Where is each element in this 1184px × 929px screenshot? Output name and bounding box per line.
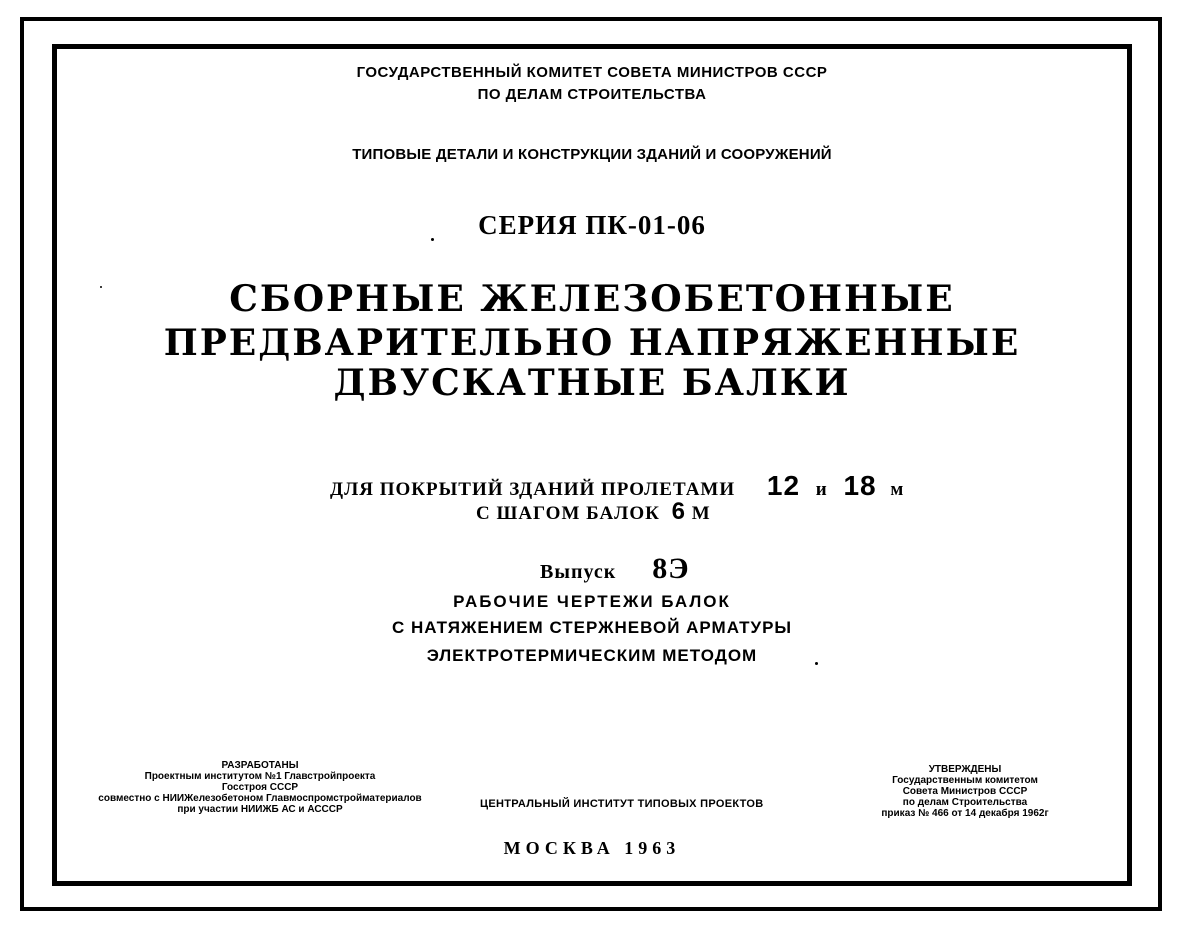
ministry-line-2: ПО ДЕЛАМ СТРОИТЕЛЬСТВА bbox=[477, 86, 707, 103]
developed-line-3: Госстроя СССР bbox=[221, 782, 299, 793]
ministry-line-1: ГОСУДАРСТВЕННЫЙ КОМИТЕТ СОВЕТА МИНИСТРОВ СССР bbox=[356, 64, 828, 81]
span-and: и bbox=[815, 479, 828, 500]
approved-line-5: приказ № 466 от 14 декабря 1962г bbox=[881, 808, 1049, 819]
developed-line-2: Проектным институтом №1 Главстройпроекта bbox=[144, 771, 376, 782]
approved-block bbox=[830, 764, 1100, 819]
title-line-1: СБОРНЫЕ ЖЕЛЕЗОБЕТОННЫЕ bbox=[229, 278, 955, 320]
approved-line-3: Совета Министров СССР bbox=[902, 786, 1028, 797]
step-unit: М bbox=[691, 503, 711, 524]
series-heading: СЕРИЯ ПК-01-06 bbox=[478, 210, 706, 240]
span-prefix: ДЛЯ ПОКРЫТИЙ ЗДАНИЙ ПРОЛЕТАМИ bbox=[330, 479, 736, 500]
step-prefix: С ШАГОМ БАЛОК bbox=[476, 503, 660, 524]
step-value: 6 bbox=[671, 498, 686, 525]
scan-speck bbox=[815, 662, 818, 665]
step-line bbox=[476, 498, 711, 526]
description-line-3: ЭЛЕКТРОТЕРМИЧЕСКИМ МЕТОДОМ bbox=[426, 646, 758, 665]
span-value-2: 18 bbox=[843, 470, 877, 501]
approved-line-1: УТВЕРЖДЕНЫ bbox=[928, 764, 1002, 775]
developed-line-1: РАЗРАБОТАНЫ bbox=[221, 760, 299, 771]
developed-block bbox=[80, 760, 440, 815]
issue-label: Выпуск bbox=[540, 561, 617, 583]
approved-line-2: Государственным комитетом bbox=[892, 775, 1038, 786]
developed-line-5: при участии НИИЖБ АС и АСССР bbox=[177, 804, 343, 815]
publisher-name: ЦЕНТРАЛЬНЫЙ ИНСТИТУТ ТИПОВЫХ ПРОЕКТОВ bbox=[480, 798, 764, 810]
issue-line bbox=[540, 552, 690, 586]
typical-details-heading: ТИПОВЫЕ ДЕТАЛИ И КОНСТРУКЦИИ ЗДАНИЙ И СООРУЖЕНИЙ bbox=[352, 146, 832, 163]
approved-line-4: по делам Строительства bbox=[902, 797, 1028, 808]
title-line-2: ПРЕДВАРИТЕЛЬНО НАПРЯЖЕННЫЕ bbox=[163, 322, 1021, 364]
developed-line-4: совместно с НИИЖелезобетоном Главмоспромстройматериалов bbox=[98, 793, 422, 804]
description-line-2: С НАТЯЖЕНИЕМ СТЕРЖНЕВОЙ АРМАТУРЫ bbox=[391, 618, 793, 637]
city-year: МОСКВА 1963 bbox=[503, 838, 681, 858]
span-unit: м bbox=[890, 479, 905, 500]
scan-speck bbox=[431, 238, 434, 241]
description-line-1: РАБОЧИЕ ЧЕРТЕЖИ БАЛОК bbox=[453, 592, 731, 611]
title-line-3: ДВУСКАТНЫЕ БАЛКИ bbox=[333, 362, 851, 404]
scan-speck bbox=[100, 286, 102, 288]
span-value-1: 12 bbox=[766, 470, 801, 501]
issue-number: 8Э bbox=[652, 552, 690, 585]
